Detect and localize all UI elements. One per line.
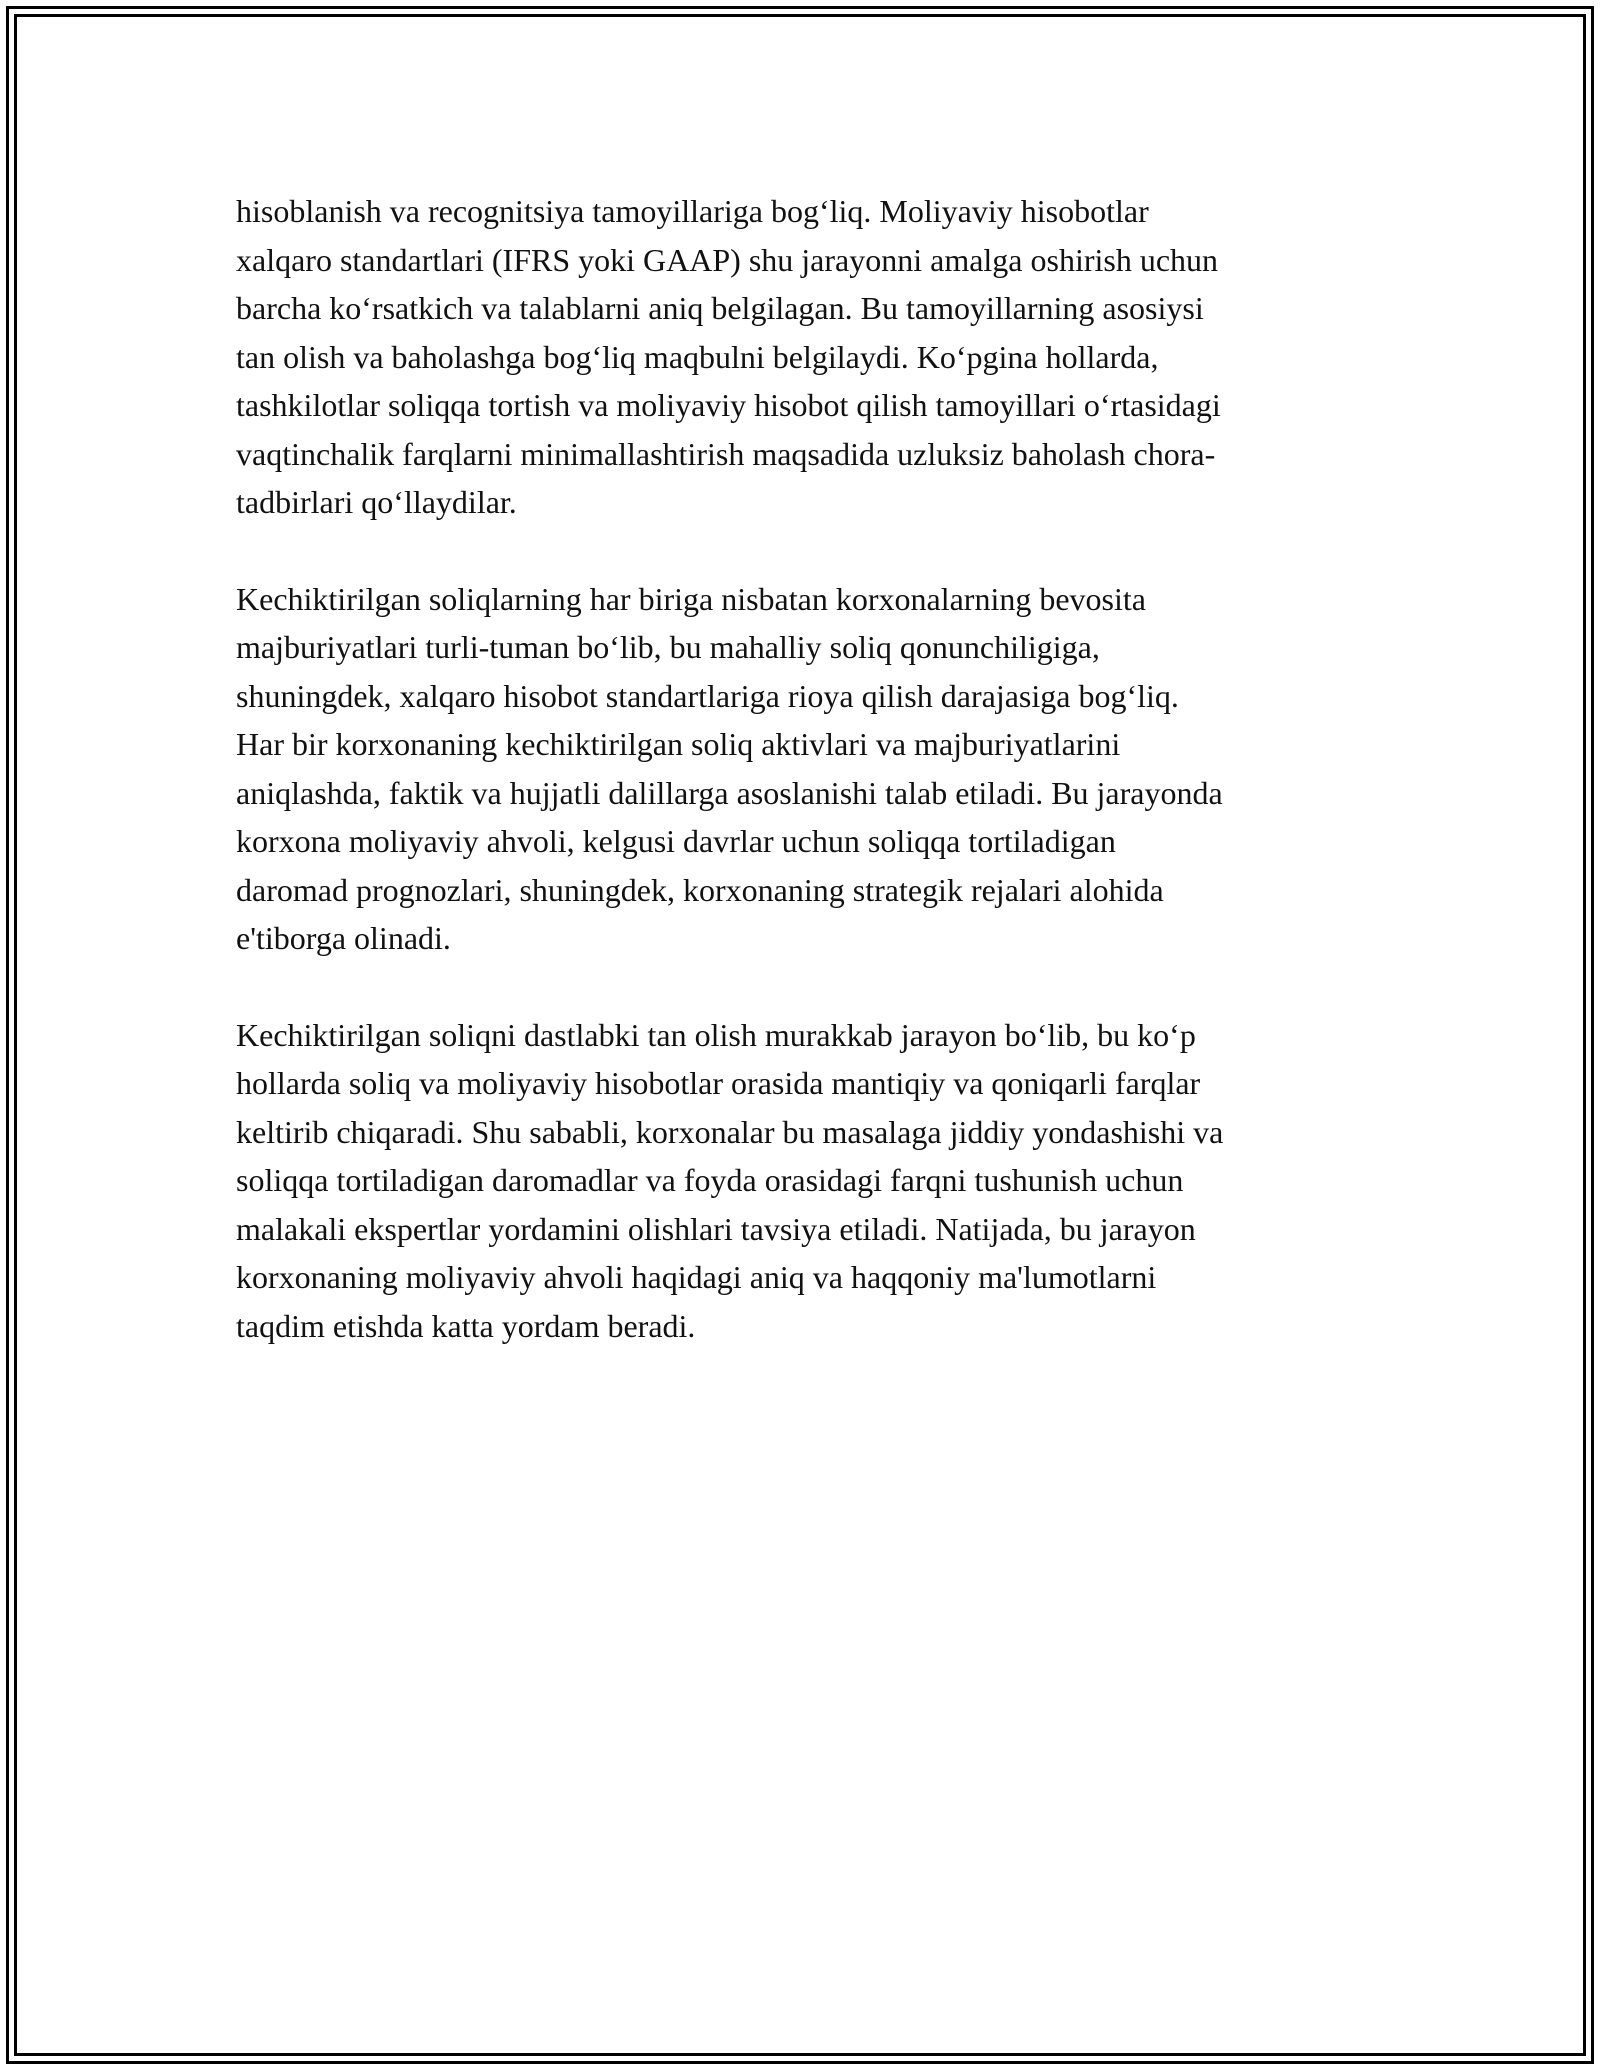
text-line: Kechiktirilgan soliqlarning har biriga nisbatan korxonalarning bevosita — [236, 580, 1146, 617]
text-line: keltirib chiqaradi. Shu sababli, korxonalar bu masalaga jiddiy yondashishi va — [236, 1113, 1224, 1150]
text-line: hollarda soliq va moliyaviy hisobotlar orasida mantiqiy va qoniqarli farqlar — [236, 1065, 1201, 1101]
document-body — [236, 187, 1376, 1398]
text-line: korxona moliyaviy ahvoli, kelgusi davrlar uchun soliqqa tortiladigan — [236, 823, 1116, 859]
paragraph-2 — [236, 575, 1376, 963]
text-line: aniqlashda, faktik va hujjatli dalillarga asoslanishi talab etiladi. Bu jarayonda — [236, 774, 1223, 811]
text-line: malakali ekspertlar yordamini olishlari tavsiya etiladi. Natijada, bu jarayon — [236, 1210, 1196, 1247]
text-line: majburiyatlari turli-tuman bo‘lib, bu mahalliy soliq qonunchiligiga, — [236, 629, 1100, 665]
text-line: hisoblanish va recognitsiya tamoyillariga bog‘liq. Moliyaviy hisobotlar — [236, 193, 1149, 229]
text-line: vaqtinchalik farqlarni minimallashtirish maqsadida uzluksiz baholash chora- — [236, 435, 1216, 472]
text-line: daromad prognozlari, shuningdek, korxonaning strategik rejalari alohida — [236, 871, 1164, 908]
paragraph-3 — [236, 1011, 1376, 1351]
text-line: e'tiborga olinadi. — [236, 920, 451, 956]
text-line: tashkilotlar soliqqa tortish va moliyaviy hisobot qilish tamoyillari o‘rtasidagi — [236, 387, 1221, 423]
text-line: xalqaro standartlari (IFRS yoki GAAP) shu jarayonni amalga oshirish uchun — [236, 241, 1219, 278]
text-line: barcha ko‘rsatkich va talablarni aniq belgilagan. Bu tamoyillarning asosiysi — [236, 290, 1204, 326]
paragraph-1 — [236, 187, 1376, 527]
text-line: taqdim etishda katta yordam beradi. — [236, 1307, 696, 1344]
text-line: tadbirlari qo‘llaydilar. — [236, 484, 517, 520]
text-line: soliqqa tortiladigan daromadlar va foyda orasidagi farqni tushunish uchun — [236, 1162, 1184, 1198]
text-line: Kechiktirilgan soliqni dastlabki tan olish murakkab jarayon bo‘lib, bu ko‘p — [236, 1016, 1196, 1053]
text-line: tan olish va baholashga bog‘liq maqbulni belgilaydi. Ko‘pgina hollarda, — [236, 338, 1159, 375]
text-line: korxonaning moliyaviy ahvoli haqidagi aniq va haqqoniy ma'lumotlarni — [236, 1259, 1157, 1295]
text-line: shuningdek, xalqaro hisobot standartlariga rioya qilish darajasiga bog‘liq. — [236, 677, 1179, 714]
text-line: Har bir korxonaning kechiktirilgan soliq aktivlari va majburiyatlarini — [236, 726, 1121, 762]
